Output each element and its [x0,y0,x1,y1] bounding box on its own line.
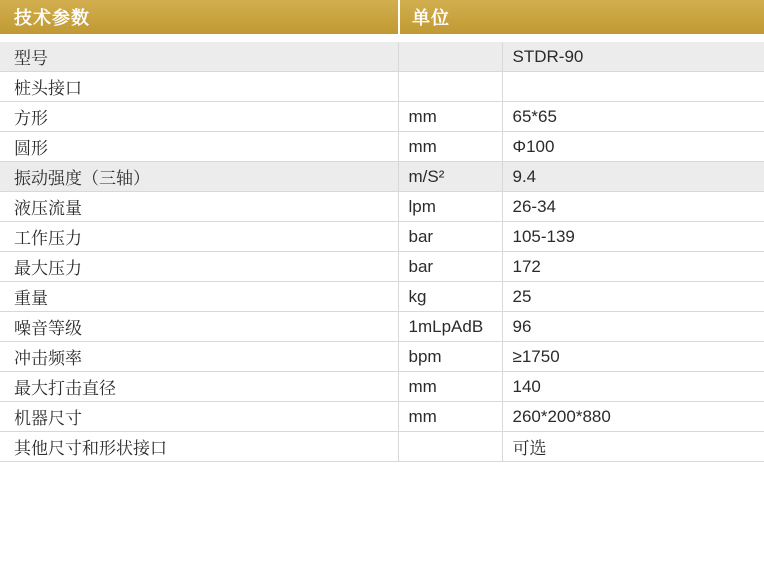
row-unit: 1mLpAdB [398,312,502,342]
row-value: 105-139 [502,222,764,252]
row-value: STDR-90 [502,42,764,72]
row-unit: m/S² [398,162,502,192]
row-label: 重量 [0,282,398,312]
row-value: 65*65 [502,102,764,132]
row-label: 机器尺寸 [0,402,398,432]
row-label: 最大打击直径 [0,372,398,402]
row-value: 25 [502,282,764,312]
row-value: 260*200*880 [502,402,764,432]
row-label: 桩头接口 [0,72,398,102]
header-cell-unit: 单位 [398,0,502,34]
row-unit: lpm [398,192,502,222]
row-unit [398,72,502,102]
table-row [0,42,764,72]
row-unit: bar [398,222,502,252]
row-value: ≥1750 [502,342,764,372]
table-row [0,372,764,402]
row-unit: bar [398,252,502,282]
table-row [0,282,764,312]
row-value: 172 [502,252,764,282]
table-row [0,222,764,252]
row-label: 方形 [0,102,398,132]
table-row [0,72,764,102]
table-row [0,192,764,222]
row-label: 最大压力 [0,252,398,282]
row-unit: bpm [398,342,502,372]
header-gap-cell [0,34,764,42]
row-unit [398,432,502,462]
row-value [502,72,764,102]
table-row [0,252,764,282]
row-label: 振动强度（三轴） [0,162,398,192]
row-label: 冲击频率 [0,342,398,372]
table-row [0,432,764,462]
row-unit: mm [398,132,502,162]
row-label: 工作压力 [0,222,398,252]
row-label: 液压流量 [0,192,398,222]
row-unit: mm [398,372,502,402]
header-cell-param: 技术参数 [0,0,398,34]
row-label: 圆形 [0,132,398,162]
row-value: 140 [502,372,764,402]
bottom-whitespace [0,462,764,522]
row-label: 其他尺寸和形状接口 [0,432,398,462]
row-label: 噪音等级 [0,312,398,342]
table-body [0,34,764,462]
row-value: Φ100 [502,132,764,162]
row-value: 96 [502,312,764,342]
header-gap [0,34,764,42]
row-unit: mm [398,102,502,132]
table-row [0,402,764,432]
table-row [0,132,764,162]
header-cell-value [502,0,764,34]
row-label: 型号 [0,42,398,72]
table-row [0,162,764,192]
row-unit: kg [398,282,502,312]
table-row [0,102,764,132]
table-head [0,0,764,34]
row-unit: mm [398,402,502,432]
row-unit [398,42,502,72]
table-row [0,312,764,342]
row-value: 26-34 [502,192,764,222]
row-value: 可选 [502,432,764,462]
row-value: 9.4 [502,162,764,192]
table-header-row [0,0,764,34]
table-row [0,342,764,372]
